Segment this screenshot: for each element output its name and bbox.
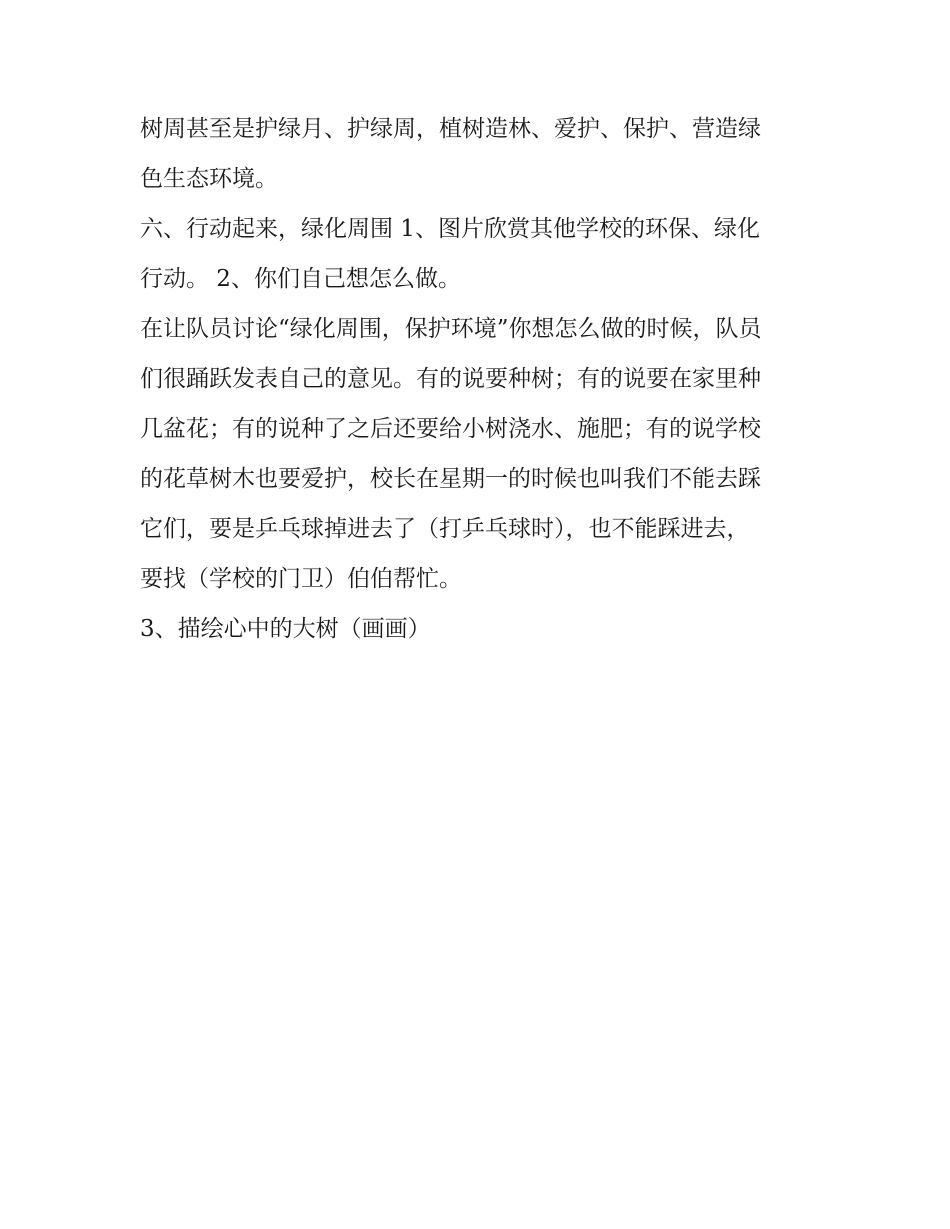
text-line: 六、行动起来，绿化周围 1、图片欣赏其他学校的环保、绿化	[140, 216, 760, 242]
text-line: 的花草树木也要爱护，校长在星期一的时候也叫我们不能去踩	[140, 466, 761, 492]
paragraph-green-month	[140, 104, 815, 204]
paragraph-discussion	[140, 304, 815, 604]
text-line: 们很踊跃发表自己的意见。有的说要种树；有的说要在家里种	[140, 366, 761, 392]
text-line: 色生态环境。	[140, 166, 278, 192]
text-line: 它们，要是乒乓球掉进去了（打乒乓球时），也不能踩进去，	[140, 516, 750, 542]
text-line: 3、描绘心中的大树（画画）	[140, 616, 431, 642]
text-line: 行动。 2、你们自己想怎么做。	[140, 266, 461, 292]
text-line: 几盆花；有的说种了之后还要给小树浇水、施肥；有的说学校	[140, 416, 761, 442]
text-line: 要找（学校的门卫）伯伯帮忙。	[140, 566, 462, 592]
document-body	[140, 104, 815, 654]
paragraph-section-six	[140, 204, 815, 304]
text-line: 在让队员讨论“绿化周围，保护环境”你想怎么做的时候，队员	[140, 316, 762, 342]
text-line: 树周甚至是护绿月、护绿周，植树造林、爱护、保护、营造绿	[140, 116, 761, 142]
paragraph-draw-tree	[140, 604, 815, 654]
